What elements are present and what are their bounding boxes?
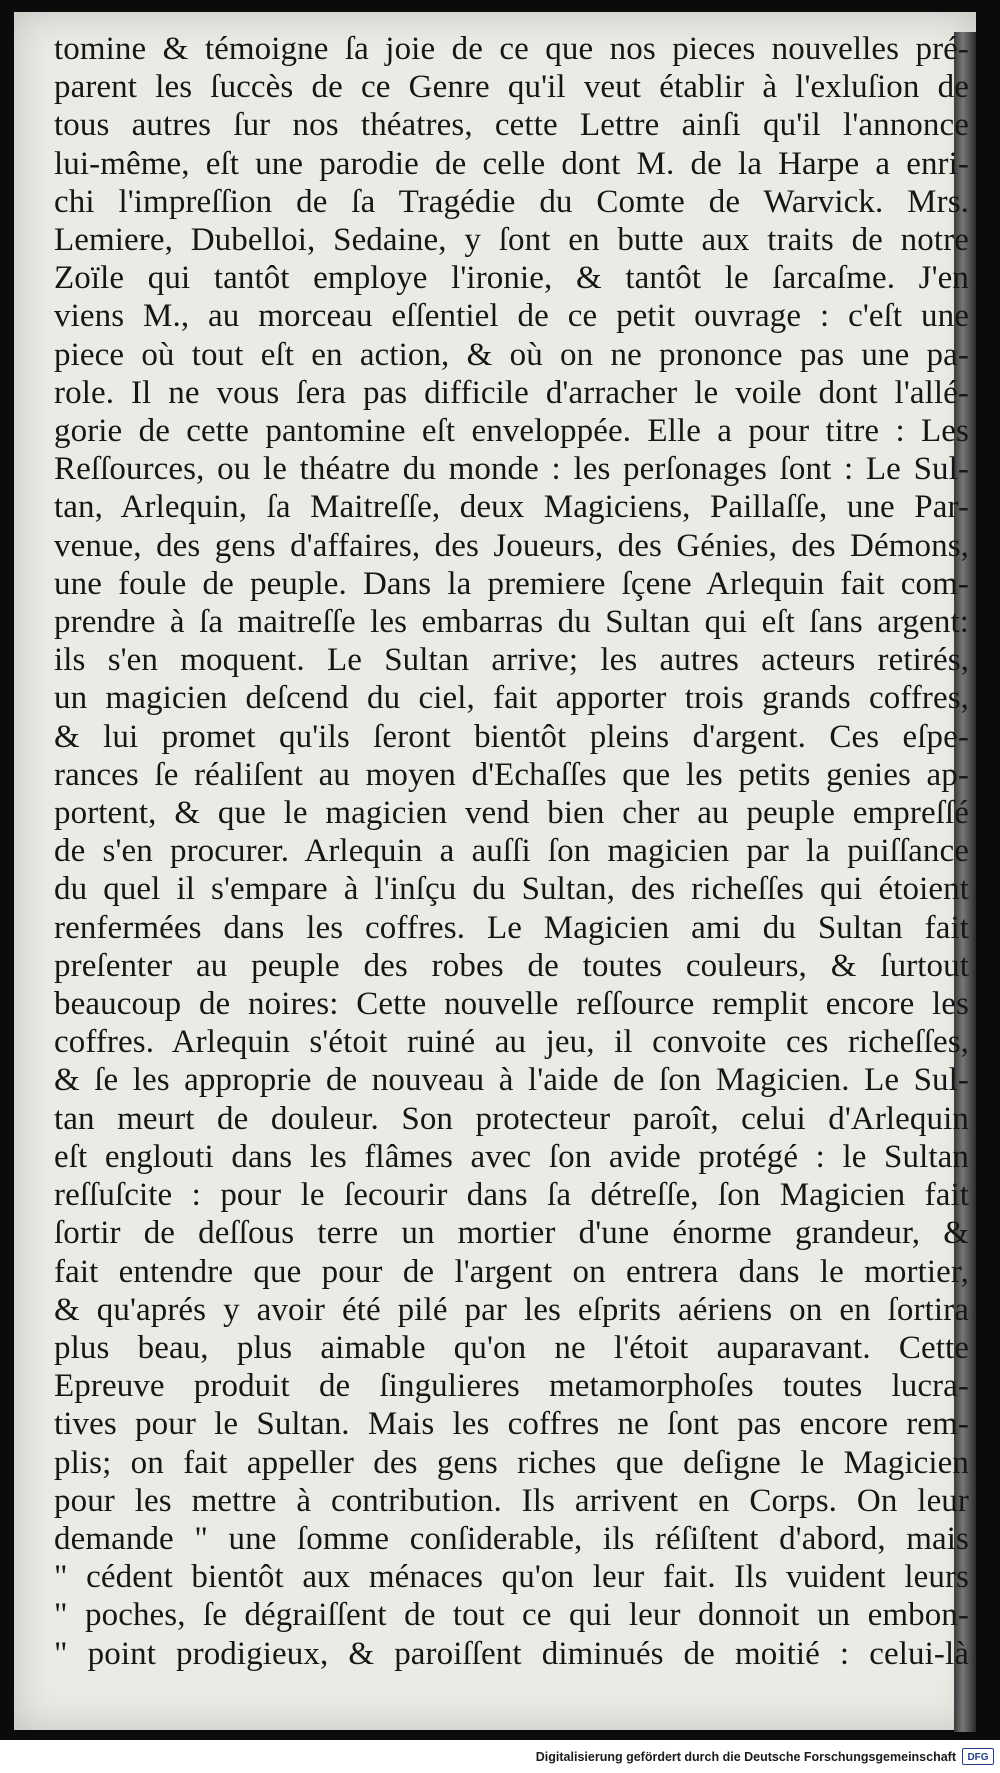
text-line: prendre à ſa maitreſſe les embarras du Sultan qui eſt ſans argent: <box>54 604 969 641</box>
text-line: parent les ſuccès de ce Genre qu'il veut établir à l'exluſion de <box>54 69 969 106</box>
text-line: tan meurt de douleur. Son protecteur paroît, celui d'Arlequin <box>54 1100 969 1137</box>
text-line: reſſuſcite : pour le ſecourir dans ſa détreſſe, ſon Magicien fait <box>54 1177 969 1214</box>
text-line: ſortir de deſſous terre un mortier d'une énorme grandeur, & <box>54 1215 969 1252</box>
text-line: piece où tout eſt en action, & où on ne prononce pas une pa- <box>54 336 969 373</box>
text-line: de s'en procurer. Arlequin a auſſi ſon magicien par la puiſſance <box>54 833 969 870</box>
text-line: venue, des gens d'affaires, des Joueurs, des Génies, des Démons, <box>54 527 969 564</box>
text-line: Epreuve produit de ſingulieres metamorphoſes toutes lucra- <box>54 1368 969 1405</box>
text-line: Lemiere, Dubelloi, Sedaine, y ſont en butte aux traits de notre <box>54 222 969 259</box>
text-line: plus beau, plus aimable qu'on ne l'étoit auparavant. Cette <box>54 1329 969 1366</box>
text-line: Zoïle qui tantôt employe l'ironie, & tantôt le ſarcaſme. J'en <box>54 260 969 297</box>
text-line: plis; on fait appeller des gens riches que deſigne le Magicien <box>54 1444 969 1481</box>
text-line: " cédent bientôt aux ménaces qu'on leur fait. Ils vuident leurs <box>54 1559 969 1596</box>
text-line: gorie de cette pantomine eſt enveloppée. Elle a pour titre : Les <box>54 413 969 450</box>
footer-bar <box>0 1748 1000 1773</box>
text-line: " point prodigieux, & paroiſſent diminués de moitié : celui-là <box>54 1635 969 1672</box>
text-line: preſenter au peuple des robes de toutes couleurs, & ſurtout <box>54 947 969 984</box>
text-line: ils s'en moquent. Le Sultan arrive; les autres acteurs retirés, <box>54 642 969 679</box>
text-line: pour les mettre à contribution. Ils arrivent en Corps. On leur <box>54 1482 969 1519</box>
text-line: " poches, ſe dégraiſſent de tout ce qui leur donnoit un embon- <box>54 1597 969 1634</box>
text-line: tan, Arlequin, ſa Maitreſſe, deux Magiciens, Paillaſſe, une Par- <box>54 489 969 526</box>
text-line: chi l'impreſſion de ſa Tragédie du Comte de Warvick. Mrs. <box>54 183 969 220</box>
text-line: lui-même, eſt une parodie de celle dont M. de la Harpe a enri- <box>54 145 969 182</box>
text-line: une foule de peuple. Dans la premiere ſçene Arlequin fait com- <box>54 565 969 602</box>
body-text <box>54 30 969 1673</box>
text-line: tives pour le Sultan. Mais les coffres ne ſont pas encore rem- <box>54 1406 969 1443</box>
text-line: tous autres ſur nos théatres, cette Lettre ainſi qu'il l'annonce <box>54 107 969 144</box>
book-page <box>14 12 976 1730</box>
text-line: un magicien deſcend du ciel, fait apporter trois grands coffres, <box>54 680 969 717</box>
text-line: eſt englouti dans les flâmes avec ſon avide protégé : le Sultan <box>54 1138 969 1175</box>
text-line: fait entendre que pour de l'argent on entrera dans le mortier, <box>54 1253 969 1290</box>
text-line: & qu'aprés y avoir été pilé par les eſprits aériens on en ſortira <box>54 1291 969 1328</box>
text-line: renfermées dans les coffres. Le Magicien ami du Sultan fait <box>54 909 969 946</box>
text-line: coffres. Arlequin s'étoit ruiné au jeu, il convoite ces richeſſes, <box>54 1024 969 1061</box>
text-line: role. Il ne vous ſera pas difficile d'arracher le voile dont l'allé- <box>54 374 969 411</box>
text-line: viens M., au morceau eſſentiel de ce petit ouvrage : c'eſt une <box>54 298 969 335</box>
digitization-credit: Digitalisierung gefördert durch die Deutsche Forschungsgemeinschaft <box>535 1750 956 1764</box>
text-line: portent, & que le magicien vend bien cher au peuple empreſſé <box>54 795 969 832</box>
text-line: rances ſe réaliſent au moyen d'Echaſſes que les petits genies ap- <box>54 756 969 793</box>
text-line: tomine & témoigne ſa joie de ce que nos pieces nouvelles pré- <box>54 31 969 67</box>
text-line: beaucoup de noires: Cette nouvelle reſſource remplit encore les <box>54 986 969 1023</box>
text-line: Reſſources, ou le théatre du monde : les perſonages ſont : Le Sul- <box>54 451 969 488</box>
text-line: du quel il s'empare à l'inſçu du Sultan, des richeſſes qui étoient <box>54 871 969 908</box>
text-line: demande " une ſomme conſiderable, ils réſiſtent d'abord, mais <box>54 1520 969 1557</box>
dfg-logo: DFG <box>962 1748 994 1765</box>
text-line: & ſe les approprie de nouveau à l'aide de ſon Magicien. Le Sul- <box>54 1062 969 1099</box>
text-line: & lui promet qu'ils ſeront bientôt pleins d'argent. Ces eſpe- <box>54 718 969 755</box>
